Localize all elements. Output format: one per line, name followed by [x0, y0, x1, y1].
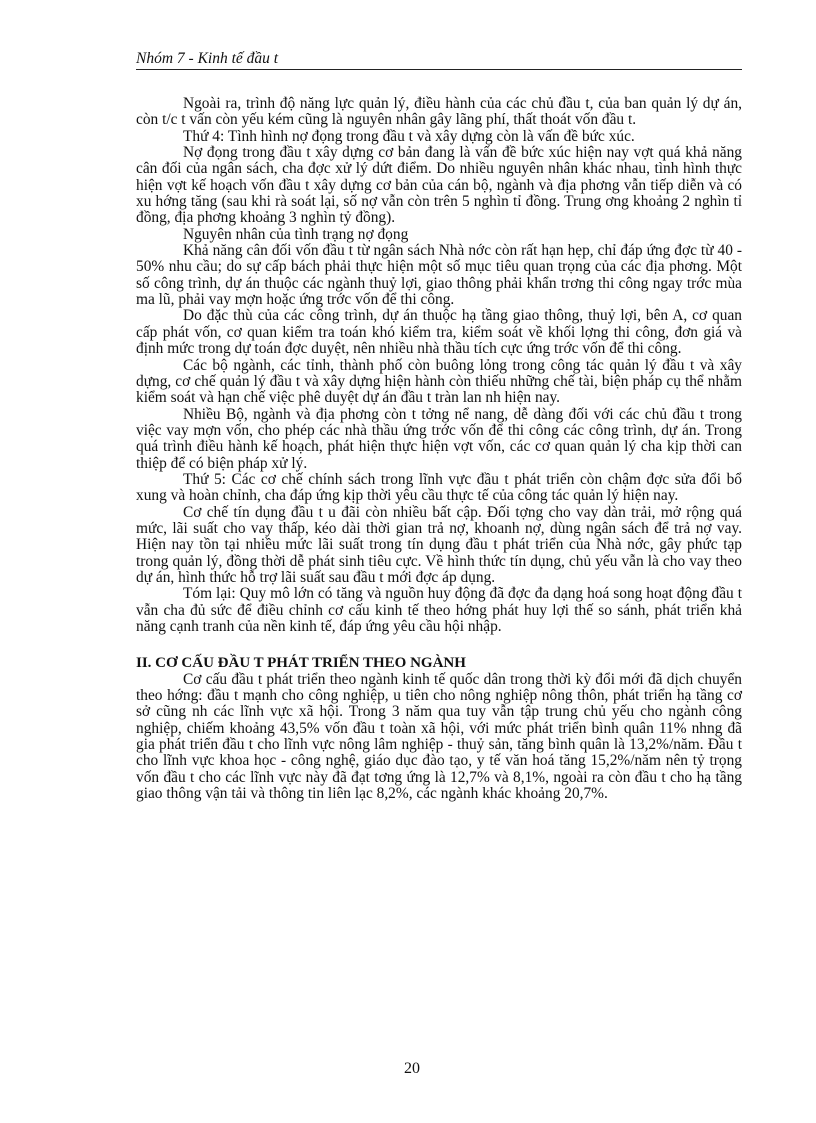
- paragraph: Ngoài ra, trình độ năng lực quản lý, điều hành của các chủ đầu t, của ban quản lý dự án, còn t/c t vấn còn yếu kém cũng là nguyên nhân gây lãng phí, thất thoát vốn đầu t.: [136, 95, 742, 129]
- document-body: [136, 96, 742, 802]
- paragraph: Thứ 4: Tình hình nợ đọng trong đầu t và xây dựng còn là vấn đề bức xúc.: [183, 127, 635, 145]
- paragraph: Các bộ ngành, các tỉnh, thành phố còn buông lỏng trong công tác quản lý đầu t và xây dựng, cơ chế quản lý đầu t và xây dựng hiện hành còn thiếu những chế tài, biện pháp cụ thể nhằm kiểm soát và hạn chế việc phê duyệt dự án đầu t tràn lan nh hiện nay.: [136, 356, 742, 407]
- paragraph: Do đặc thù của các công trình, dự án thuộc hạ tầng giao thông, thuỷ lợi, bên A, cơ quan cấp phát vốn, cơ quan kiểm tra toán khó kiểm tra, kiểm soát về khối lợng thi công, đơn giá và định mức trong dự toán đợc duyệt, nên nhiều nhà thầu tích cực ứng trớc vốn để thi công.: [136, 307, 742, 358]
- section-heading: II. CƠ CẤU ĐẦU T PHÁT TRIỂN THEO NGÀNH: [136, 655, 466, 672]
- paragraph: Nợ đọng trong đầu t xây dựng cơ bản đang là vấn đề bức xúc hiện nay vợt quá khả năng cân đối của ngân sách, cha đợc xử lý dứt điểm. Do nhiều nguyên nhân khác nhau, tình hình thực hiện vợt kế hoạch vốn đầu t xây dựng cơ bản của cán bộ, ngành và địa phơng vẫn tiếp diễn và có xu hớng tăng (sau khi rà soát lại, số nợ vẫn còn trên 5 nghìn tỉ đồng. Trung ơng khoảng 2 nghìn tỉ đồng, địa phơng khoảng 3 nghìn tỷ đồng).: [136, 144, 742, 227]
- page-header: Nhóm 7 - Kinh tế đầu t: [136, 50, 742, 70]
- paragraph: Nhiều Bộ, ngành và địa phơng còn t tởng nể nang, dễ dàng đối với các chủ đầu t trong việc vay mợn vốn, cho phép các nhà thầu ứng trớc vốn để thi công các công trình, dự án. Trong quá trình điều hành kế hoạch, phát hiện thực hiện vợt vốn, các cơ quan quản lý cha kịp thời can thiệp để có biện pháp xử lý.: [136, 405, 742, 472]
- paragraph: Cơ cấu đầu t phát triển theo ngành kinh tế quốc dân trong thời kỳ đổi mới đã dịch chuyển theo hớng: đầu t mạnh cho công nghiệp, u tiên cho nông nghiệp nông thôn, phát triển hạ tầng cơ sở cũng nh các lĩnh vực xã hội. Trong 3 năm qua tuy vẫn tập trung chủ yếu cho ngành công nghiệp, chiếm khoảng 43,5% vốn đầu t toàn xã hội, với mức phát triển bình quân 11% nhng đã gia phát triển đầu t cho lĩnh vực nông lâm nghiệp - thuỷ sản, tăng bình quân là 13,2%/năm. Đầu t cho lĩnh vực khoa học - công nghệ, giáo dục đào tạo, y tế văn hoá tăng 15,2%/năm nên tỷ trọng vốn đầu t cho các lĩnh vực này đã đạt tơng ứng là 12,7% và 8,1%, ngoài ra còn đầu t cho hạ tầng giao thông vận tải và thông tin liên lạc 8,2%, các ngành khác khoảng 20,7%.: [136, 670, 742, 803]
- paragraph: Nguyên nhân của tình trạng nợ đọng: [183, 225, 409, 243]
- paragraph: Thứ 5: Các cơ chế chính sách trong lĩnh vực đầu t phát triển còn chậm đợc sửa đổi bổ xung và hoàn chỉnh, cha đáp ứng kịp thời yêu cầu thực tế của công tác quản lý hiện nay.: [136, 470, 742, 505]
- paragraph: Khả năng cân đối vốn đầu t từ ngân sách Nhà nớc còn rất hạn hẹp, chỉ đáp ứng đợc từ 40 - 50% nhu cầu; do sự cấp bách phải thực hiện một số mục tiêu quan trọng của các địa phơng. Một số công trình, dự án thuộc các ngành thuỷ lợi, giao thông phải khẩn trơng thi công ngay trớc mùa ma lũ, phải vay mợn hoặc ứng trớc vốn để thi công.: [136, 242, 742, 309]
- page-number: 20: [404, 1060, 420, 1077]
- paragraph: Tóm lại: Quy mô lớn có tăng và nguồn huy động đã đợc đa dạng hoá song hoạt động đầu t vẫn cha đủ sức để điều chỉnh cơ cấu kinh tế theo hớng phát huy lợi thế so sánh, phát triển khả năng cạnh tranh của nền kinh tế, đáp ứng yêu cầu hội nhập.: [136, 585, 742, 635]
- paragraph: Cơ chế tín dụng đầu t u đãi còn nhiều bất cập. Đối tợng cho vay dàn trải, mở rộng quá mức, lãi suất cho vay thấp, kéo dài thời gian trả nợ, khoanh nợ, dùng ngân sách để trả nợ vay. Hiện nay tồn tại nhiều mức lãi suất trong tín dụng đầu t phát triển của Nhà nớc, gây phức tạp trong quản lý, đồng thời dễ phát sinh tiêu cực. Về hình thức tín dụng, chủ yếu vẫn là cho vay theo dự án, hình thức hỗ trợ lãi suất sau đầu t mới đợc áp dụng.: [136, 503, 742, 586]
